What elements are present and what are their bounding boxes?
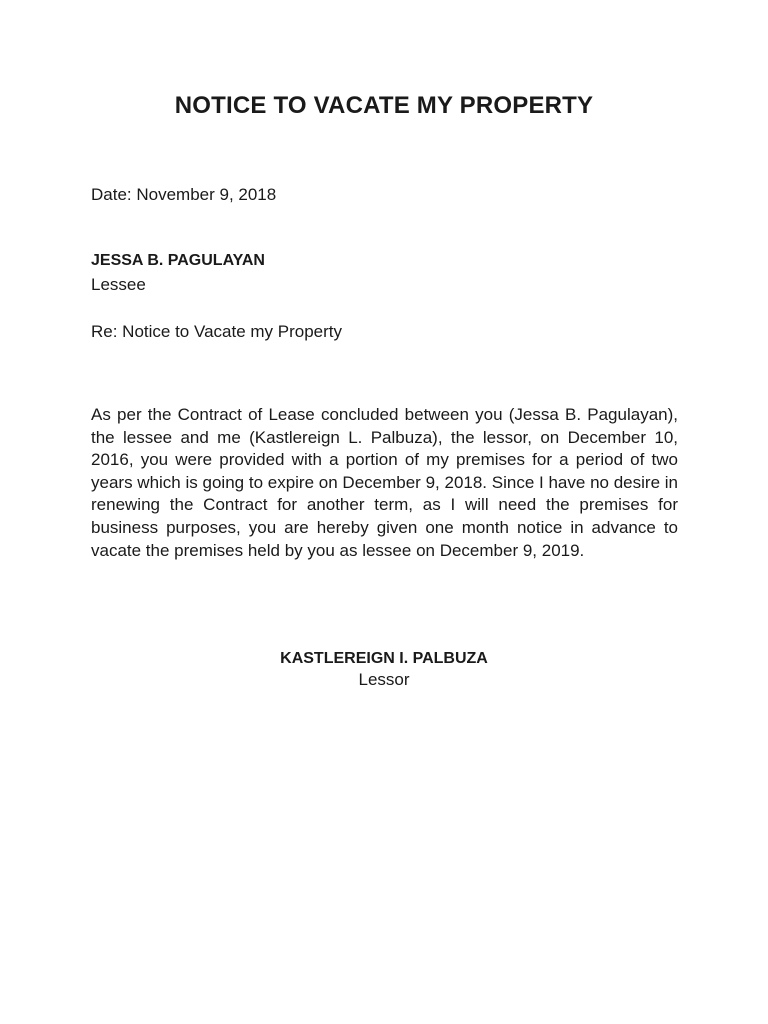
subject-line: Re: Notice to Vacate my Property <box>91 322 343 341</box>
body-paragraph: As per the Contract of Lease concluded between you (Jessa B. Pagulayan), the lessee and me (Kastlereign L. Palbuza), the lessor, on December 10, 2016, you were provided with a portion of my premises for a period of two years which is going to expire on December 9, 2018. Since I have no desire in renewing the Contract for another term, as I will need the premises for business purposes, you are hereby given one month notice in advance to vacate the premises held by you as lessee on December 9, 2019. <box>91 405 678 560</box>
date-line: Date: November 9, 2018 <box>91 185 277 204</box>
signatory-role: Lessor <box>358 670 410 689</box>
signatory-name: KASTLEREIGN I. PALBUZA <box>280 650 488 667</box>
document-title: NOTICE TO VACATE MY PROPERTY <box>174 92 594 119</box>
signature-block <box>0 650 768 690</box>
recipient-role: Lessee <box>91 275 146 294</box>
recipient-name: JESSA B. PAGULAYAN <box>91 252 265 269</box>
